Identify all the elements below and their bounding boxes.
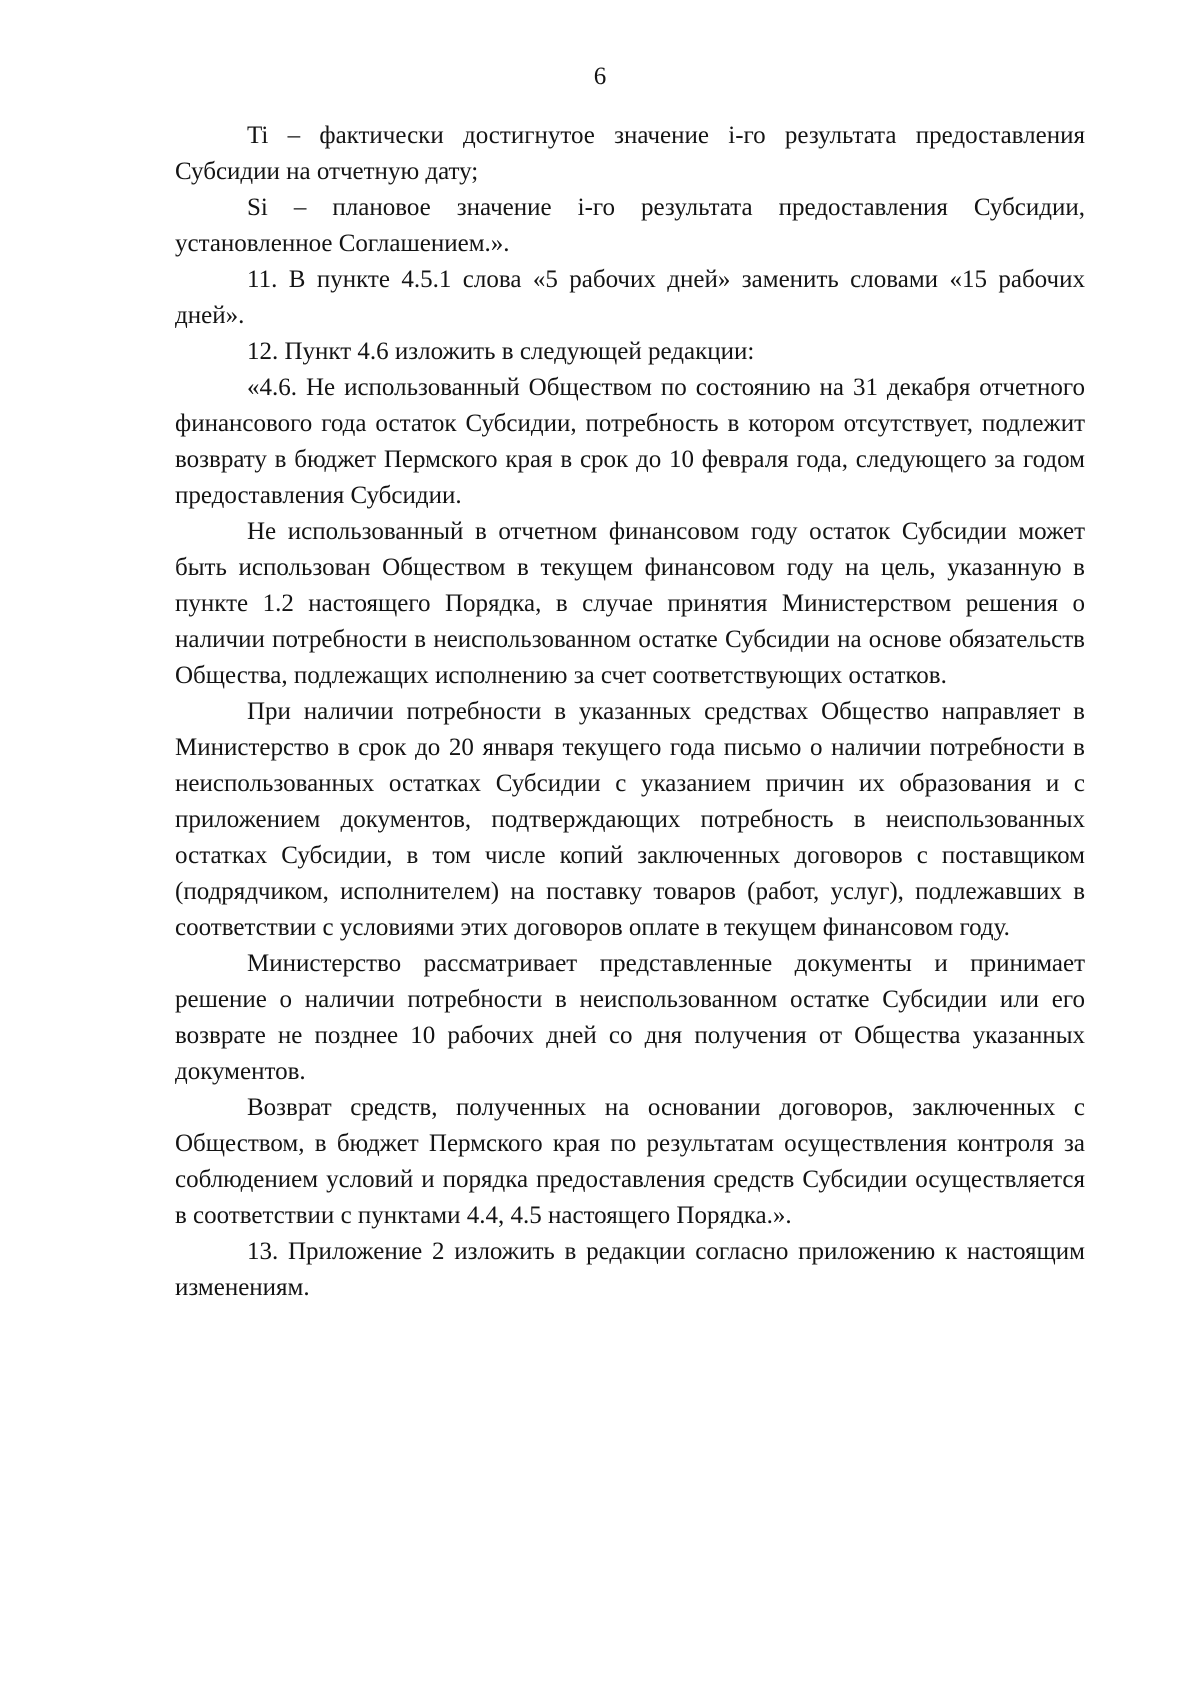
paragraph-ti-definition: Ti – фактически достигнутое значение i-го результата предоставления Субсидии на отчетную дату; [175,122,1085,185]
paragraph-item-12: 12. Пункт 4.6 изложить в следующей редакции: [247,338,755,365]
page-number: 6 [593,63,607,90]
paragraph-need-letter: При наличии потребности в указанных средствах Общество направляет в Министерство в срок до 20 января текущего года письмо о наличии потребности в неиспользованных остатках Субсидии с указанием причин их образования и с приложением документов, подтверждающих потребность в неиспользованных остатках Субсидии, в том числе копий заключенных договоров с поставщиком (подрядчиком, исполнителем) на поставку товаров (работ, услуг), подлежавших в соответствии с условиями этих договоров оплате в текущем финансовом году. [175,698,1085,941]
document-body [175,118,1085,1306]
paragraph-item-13: 13. Приложение 2 изложить в редакции согласно приложению к настоящим изменениям. [175,1238,1085,1301]
paragraph-refund: Возврат средств, полученных на основании договоров, заключенных с Обществом, в бюджет Пермского края по результатам осуществления контроля за соблюдением условий и порядка предоставления средств Субсидии осуществляется в соответствии с пунктами 4.4, 4.5 настоящего Порядка.». [175,1094,1085,1229]
paragraph-ministry-decision: Министерство рассматривает представленные документы и принимает решение о наличии потребности в неиспользованном остатке Субсидии или его возврате не позднее 10 рабочих дней со дня получения от Общества указанных документов. [175,950,1085,1085]
paragraph-si-definition: Si – плановое значение i-го результата предоставления Субсидии, установленное Соглашением.». [175,194,1085,257]
paragraph-item-11: 11. В пункте 4.5.1 слова «5 рабочих дней» заменить словами «15 рабочих дней». [175,266,1085,329]
paragraph-clause-4-6: «4.6. Не использованный Обществом по состоянию на 31 декабря отчетного финансового года остаток Субсидии, потребность в котором отсутствует, подлежит возврату в бюджет Пермского края в срок до 10 февраля года, следующего за годом предоставления Субсидии. [175,374,1085,509]
paragraph-unused-balance: Не использованный в отчетном финансовом году остаток Субсидии может быть использован Обществом в текущем финансовом году на цель, указанную в пункте 1.2 настоящего Порядка, в случае принятия Министерством решения о наличии потребности в неиспользованном остатке Субсидии на основе обязательств Общества, подлежащих исполнению за счет соответствующих остатков. [175,518,1085,689]
